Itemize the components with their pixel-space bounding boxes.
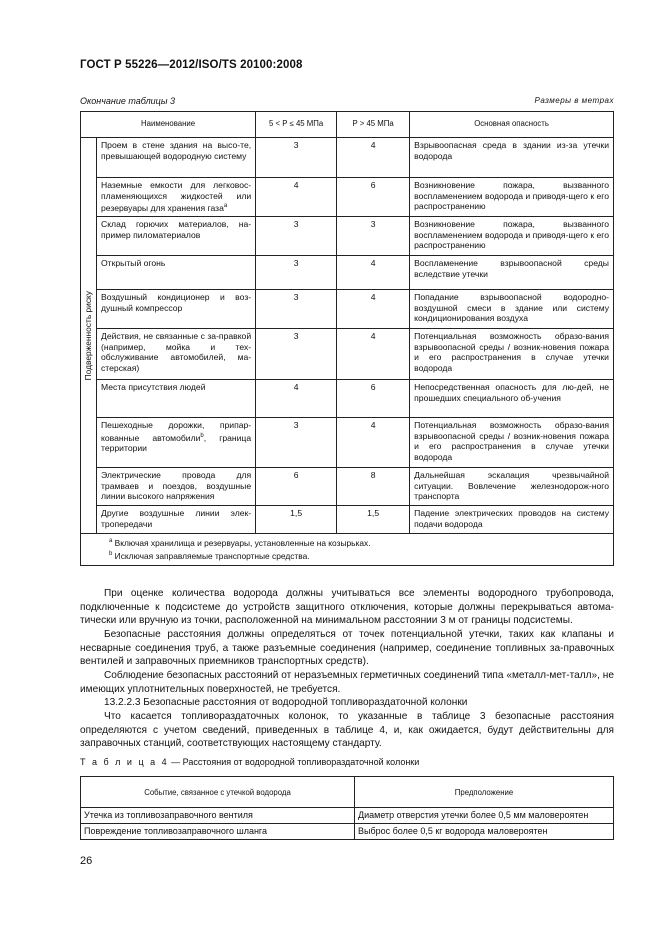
table-4-label: Т а б л и ц а 4 [80, 757, 169, 767]
name-cell: Действия, не связанные с за-правкой (например, мойка и тех-обслуживание автомобилей, ма-стерская) [97, 328, 256, 379]
side-label: Подверженность риску [83, 290, 94, 381]
column-header-event: Событие, связанное с утечкой водорода [81, 777, 355, 808]
table-row [81, 808, 614, 824]
pressure-high-cell: 8 [337, 467, 410, 505]
pressure-high-cell: 4 [337, 289, 410, 328]
hazard-cell: Воспламенение взрывоопасной среды вследствие утечки [410, 255, 614, 289]
name-cell: Проем в стене здания на высо-те, превышающей водородную систему [97, 138, 256, 178]
pressure-low-cell: 3 [256, 138, 337, 178]
hazard-cell: Потенциальная возможность образо-вания взрывоопасной среды / возник-новения пожара и его распространения в случае утечки водорода [410, 328, 614, 379]
page-number: 26 [80, 855, 93, 867]
footnote-a: $^a$ Включая хранилища и резервуары, установленные на козырьках. [109, 537, 371, 548]
footnote-marker: b [200, 432, 204, 439]
pressure-low-cell: 3 [256, 289, 337, 328]
pressure-low-cell: 3 [256, 328, 337, 379]
table-row [81, 289, 614, 328]
pressure-high-cell: 4 [337, 328, 410, 379]
paragraph-safe-distances: Безопасные расстояния должны определяться от точек потенциальной утечки, таких как клапаны и несварные соединения труб, а также разъемные соединения (например, соединение топливных за-правочных вентилей и заправочных приемников транспортных средств). [80, 629, 614, 667]
table-3 [80, 111, 614, 566]
table-4 [80, 776, 614, 840]
name-cell: Другие воздушные линии элек-тропередачи [97, 505, 256, 533]
name-cell: Электрические провода для трамваев и поездов, воздушные линии высокого напряжения [97, 467, 256, 505]
name-cell: Открытый огонь [97, 255, 256, 289]
column-header-hazard: Основная опасность [410, 112, 614, 138]
pressure-low-cell: 6 [256, 467, 337, 505]
table-4-title: — Расстояния от водородной топливораздаточной колонки [168, 757, 420, 767]
name-cell: Склад горючих материалов, на-пример пиломатериалов [97, 216, 256, 255]
side-label-cell [81, 138, 97, 534]
pressure-high-cell: 3 [337, 216, 410, 255]
pressure-high-cell: 4 [337, 417, 410, 467]
pressure-high-cell: 4 [337, 255, 410, 289]
assumption-cell: Диаметр отверстия утечки более 0,5 мм маловероятен [355, 808, 614, 824]
table-row [81, 467, 614, 505]
table-row [81, 255, 614, 289]
event-cell: Повреждение топливозаправочного шланга [81, 824, 355, 840]
hazard-cell: Падение электрических проводов на систему подачи водорода [410, 505, 614, 533]
hazard-cell: Возникновение пожара, вызванного воспламенением водорода и приводя-щего к его распространению [410, 216, 614, 255]
paragraph-hydrogen-quantity: При оценке количества водорода должны учитываться все элементы водородного трубопровода, подключенные к подсистеме до устройств защитного отключения, которые должны перекрываться автома-тически или вручную из точки, расположенной на минимальном расстоянии 3 м от границы подсистемы. [80, 588, 614, 626]
pressure-low-cell: 1,5 [256, 505, 337, 533]
table-row [81, 216, 614, 255]
name-cell: Пешеходные дорожки, припар-кованные автомобили$^b$, граница территории [97, 417, 256, 467]
name-cell: Места присутствия людей [97, 379, 256, 417]
table-header-row [81, 112, 614, 138]
footnote-marker: a [223, 203, 228, 210]
pressure-low-cell: 4 [256, 379, 337, 417]
hazard-cell: Дальнейшая эскалация чрезвычайной ситуации. Вовлечение железнодорож-ного транспорта [410, 467, 614, 505]
table-4-caption [80, 757, 419, 767]
table-notes-row [81, 533, 614, 565]
table-row [81, 505, 614, 533]
table-row [81, 379, 614, 417]
pressure-low-cell: 4 [256, 178, 337, 217]
pressure-high-cell: 6 [337, 178, 410, 217]
pressure-low-cell: 3 [256, 255, 337, 289]
hazard-cell: Взрывоопасная среда в здании из-за утечки водорода [410, 138, 614, 178]
paragraph-dispensers: Что касается топливораздаточных колонок, то указанные в таблице 3 безопасные расстояния определяются с учетом сведений, приведенных в таблице 4, и, как ожидается, будут действительны для заправочных станций, соответствующих настоящему стандарту. [80, 711, 614, 749]
name-cell: Воздушный кондиционер и воз-душный компрессор [97, 289, 256, 328]
hazard-cell: Возникновение пожара, вызванного воспламенением водорода и приводя-щего к его распространению [410, 178, 614, 217]
table-continuation-caption: Окончание таблицы 3 [80, 96, 175, 106]
table-row [81, 328, 614, 379]
table-row [81, 178, 614, 217]
table-row [81, 824, 614, 840]
column-header-assumption: Предположение [355, 777, 614, 808]
pressure-high-cell: 6 [337, 379, 410, 417]
column-header-name: Наименование [81, 112, 256, 138]
pressure-high-cell: 4 [337, 138, 410, 178]
pressure-high-cell: 1,5 [337, 505, 410, 533]
hazard-cell: Потенциальная возможность образо-вания взрывоопасной среды / возник-новения пожара и его распространения в случае утечки водорода [410, 417, 614, 467]
table-notes [81, 533, 614, 565]
column-header-pressure-low: 5 < P ≤ 45 МПа [256, 112, 337, 138]
table-units-note: Размеры в метрах [534, 96, 614, 105]
footnote-b: $^b$ Исключая заправляемые транспортные средства. [109, 550, 310, 561]
table-row [81, 138, 614, 178]
hazard-cell: Попадание взрывоопасной водородно-воздушной смеси в здание или систему кондиционирования воздуха [410, 289, 614, 328]
section-heading-13-2-2-3: 13.2.2.3 Безопасные расстояния от водородной топливораздаточной колонки [104, 697, 468, 708]
table-row [81, 417, 614, 467]
name-cell: Наземные емкости для легковос-пламеняющихся жидкостей или резервуары для хранения газа$^a$ [97, 178, 256, 217]
assumption-cell: Выброс более 0,5 кг водорода маловероятен [355, 824, 614, 840]
table-4-header-row [81, 777, 614, 808]
pressure-low-cell: 3 [256, 216, 337, 255]
document-header: ГОСТ Р 55226—2012/ISO/TS 20100:2008 [80, 59, 303, 71]
column-header-pressure-high: P > 45 МПа [337, 112, 410, 138]
pressure-low-cell: 3 [256, 417, 337, 467]
paragraph-metal-joints: Соблюдение безопасных расстояний от неразъемных герметичных соединений типа «металл-мет-талл», не имеющих уплотнительных поверхностей, не требуется. [80, 670, 614, 695]
event-cell: Утечка из топливозаправочного вентиля [81, 808, 355, 824]
hazard-cell: Непосредственная опасность для лю-дей, не прошедших специального об-учения [410, 379, 614, 417]
